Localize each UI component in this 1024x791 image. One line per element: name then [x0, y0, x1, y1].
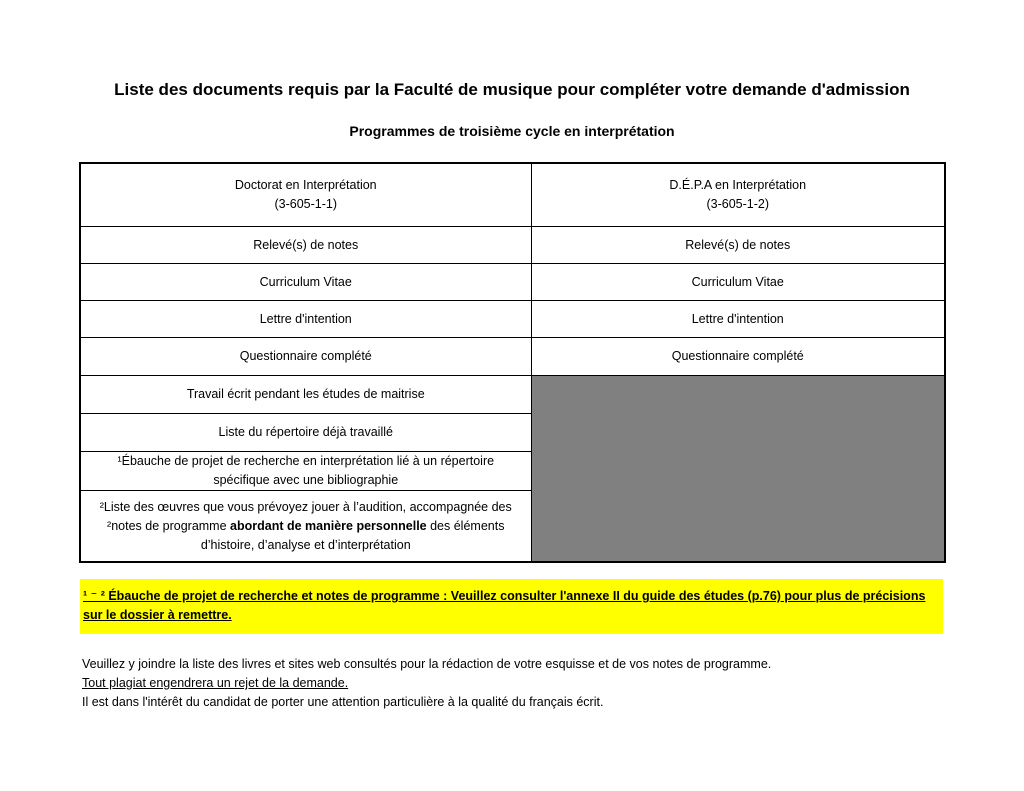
cell-line: spécifique avec une bibliographie [213, 473, 399, 487]
table-cell: Lettre d'intention [531, 301, 945, 338]
cell-line: ²Liste des œuvres que vous prévoyez jouer à l’audition, accompagnée des [99, 499, 512, 514]
footer-notes [82, 655, 771, 712]
program-header-depa [531, 163, 945, 227]
cell-line: ¹Ébauche de projet de recherche en interprétation lié à un répertoire [117, 454, 495, 468]
shaded-empty-cell [531, 376, 945, 563]
table-cell: Relevé(s) de notes [531, 227, 945, 264]
table-row [80, 227, 945, 264]
program-name: Doctorat en Interprétation [234, 178, 377, 192]
table-cell [80, 452, 531, 491]
table-header-row [80, 163, 945, 227]
program-code: (3-605-1-1) [274, 197, 338, 211]
program-header-doctorat [80, 163, 531, 227]
program-code: (3-605-1-2) [706, 197, 770, 211]
table-cell: Relevé(s) de notes [80, 227, 531, 264]
table-cell: Lettre d'intention [80, 301, 531, 338]
program-name: D.É.P.A en Interprétation [669, 178, 807, 192]
highlight-note: ¹ ⁻ ² Ébauche de projet de recherche et notes de programme : Veuillez consulter l'annexe II du guide des études (p.76) pour plus de précisions sur le dossier à remettre. [80, 579, 943, 634]
cell-text: des éléments [426, 518, 505, 533]
cell-line: d’histoire, d’analyse et d’interprétation [200, 537, 411, 552]
page-title: Liste des documents requis par la Faculté de musique pour compléter votre demande d'admission [114, 80, 910, 99]
footer-line-underlined: Tout plagiat engendrera un rejet de la demande. [82, 676, 349, 690]
cell-line [87, 517, 525, 536]
table-cell: Travail écrit pendant les études de maitrise [80, 376, 531, 414]
footer-line: Veuillez y joindre la liste des livres et sites web consultés pour la rédaction de votre esquisse et de vos notes de programme. [82, 657, 772, 671]
requirements-table [79, 162, 946, 563]
table-cell: Questionnaire complété [531, 338, 945, 376]
footer-line: Il est dans l'intérêt du candidat de porter une attention particulière à la qualité du français écrit. [82, 695, 604, 709]
table-row [80, 338, 945, 376]
table-row [80, 264, 945, 301]
table-cell: Liste du répertoire déjà travaillé [80, 414, 531, 452]
page-subtitle: Programmes de troisième cycle en interprétation [349, 123, 675, 139]
table-cell: Curriculum Vitae [80, 264, 531, 301]
cell-text-bold: abordant de manière personnelle [230, 518, 427, 533]
table-cell: Questionnaire complété [80, 338, 531, 376]
table-cell [80, 491, 531, 563]
table-row [80, 301, 945, 338]
table-row [80, 376, 945, 414]
table-cell: Curriculum Vitae [531, 264, 945, 301]
cell-text: ²notes de programme [107, 518, 231, 533]
